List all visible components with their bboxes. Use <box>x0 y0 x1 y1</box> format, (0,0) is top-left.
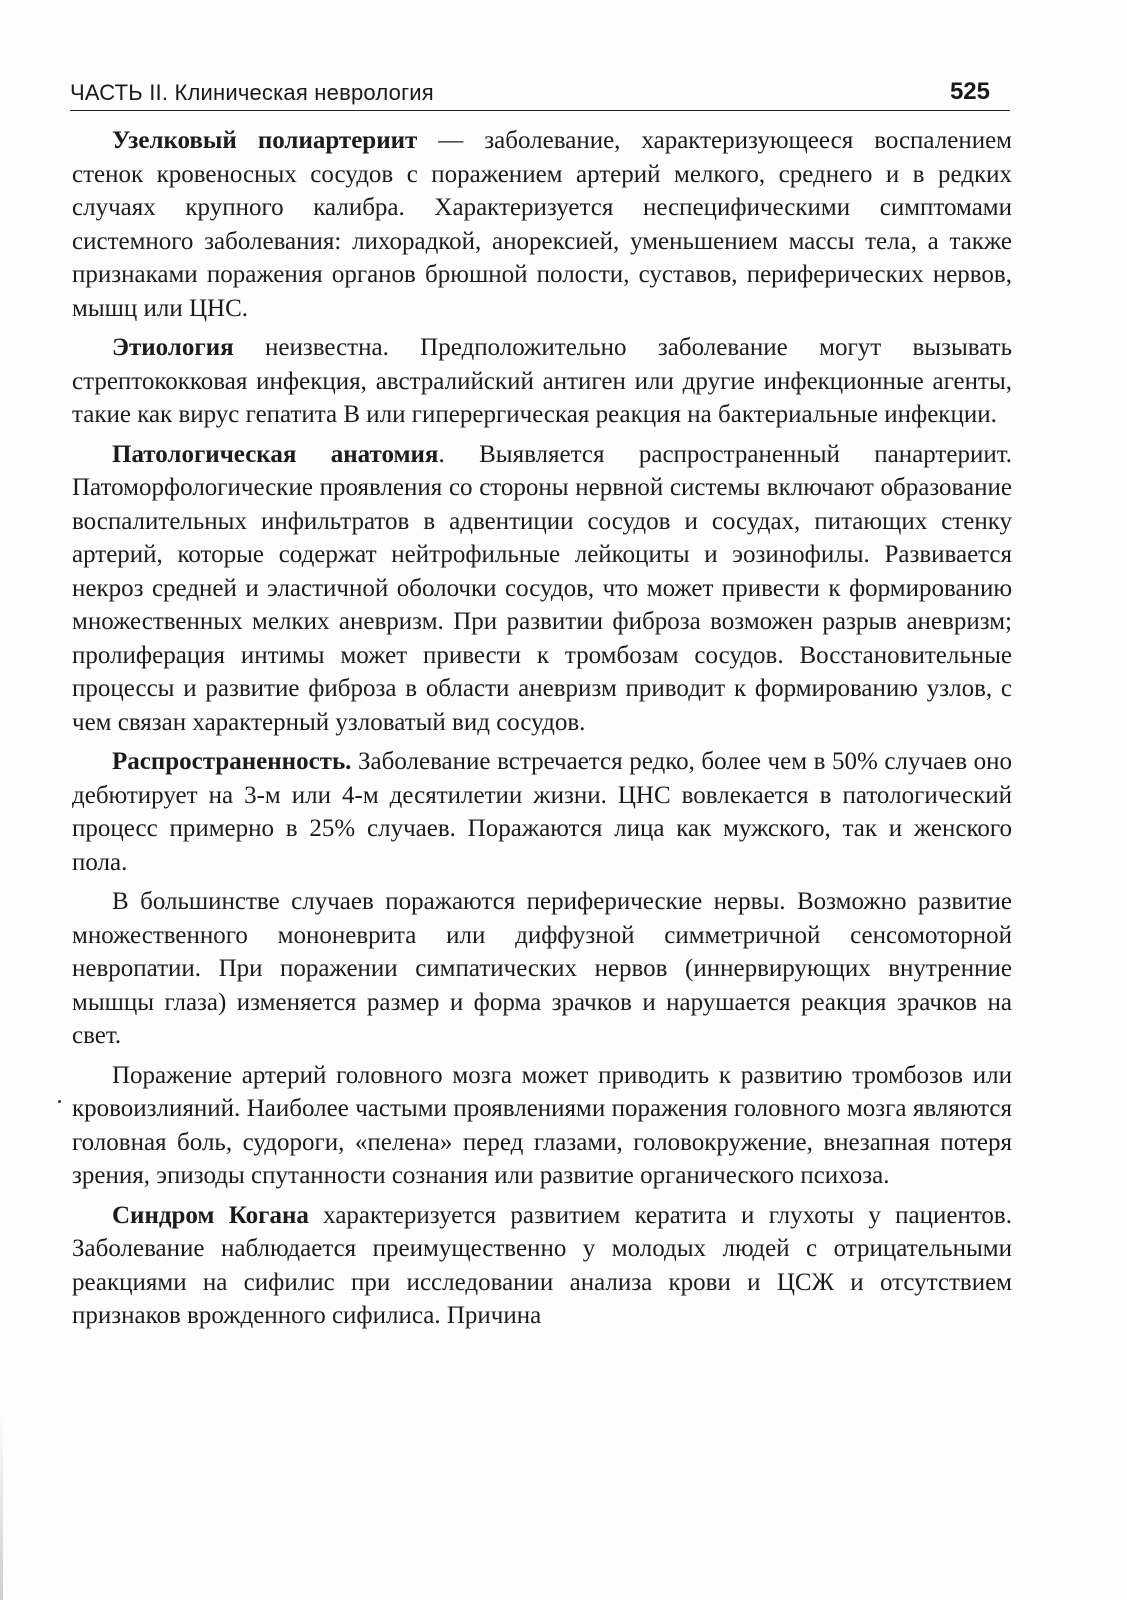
running-title: ЧАСТЬ II. Клиническая неврология <box>70 80 434 105</box>
paragraph-peripheral-nerves <box>72 885 1012 1053</box>
paragraph-text: В большинстве случаев поражаются периферические нервы. Возможно развитие множественного мононеврита или диффузной симметричной сенсомоторной невропатии. При поражении симпатических нервов (иннервирующих внутренние мышцы глаза) изменяется размер и форма зрачков и нарушается реакция зрачков на свет. <box>72 888 1012 1049</box>
margin-speck <box>58 1100 61 1103</box>
paragraph-pathology <box>72 438 1012 740</box>
paragraph-lead: Распространенность. <box>112 748 352 775</box>
paragraph-lead: Синдром Когана <box>112 1201 309 1229</box>
paragraph-text: характеризуется развитием кератита и глухоты у пациентов. Заболевание наблюдается преимущественно у молодых людей с отрицательными реакциями на сифилис при исследовании анализа крови и ЦСЖ и отсутствием признаков врожденного сифилиса. Причина <box>72 1201 1012 1329</box>
paragraph-lead: Патологическая анатомия <box>112 440 439 468</box>
paragraph-prevalence <box>72 745 1012 879</box>
paragraph-brain-arteries <box>72 1059 1012 1193</box>
page-number: 525 <box>949 78 990 105</box>
paragraph-text: . Выявляется распространенный панартериит. Патоморфологические проявления со стороны нервной системы включают образование воспалительных инфильтратов в адвентиции сосудов и сосудах, питающих стенку артерий, которые содержат нейтрофильные лейкоциты и эозинофилы. Развивается некроз средней и эластичной оболочки сосудов, что может привести к формированию множественных мелких аневризм. При развитии фиброза возможен разрыв аневризм; пролиферация интимы может привести к тромбозам сосудов. Восстановительные процессы и развитие фиброза в области аневризм приводит к формированию узлов, с чем связан характерный узловатый вид сосудов. <box>72 440 1012 736</box>
paragraph-text: Поражение артерий головного мозга может приводить к развитию тромбозов или кровоизлияний. Наиболее частыми проявлениями поражения головного мозга являются головная боль, судороги, «пелена» перед глазами, головокружение, внезапная потеря зрения, эпизоды спутанности сознания или развитие органического психоза. <box>72 1061 1012 1189</box>
paragraph-text: Заболевание встречается редко, более чем в 50% случаев оно дебютирует на 3-м или 4-м десятилетии жизни. ЦНС вовлекается в патологический процесс примерно в 25% случаев. Поражаются лица как мужского, так и женского пола. <box>72 748 1012 876</box>
paragraph-etiology <box>72 331 1012 432</box>
scan-edge-shadow <box>0 1400 3 1600</box>
paragraph-text: — заболевание, характеризующееся воспалением стенок кровеносных сосудов с поражением артерий мелкого, среднего и в редких случаях крупного калибра. Характеризуется неспецифическими симптомами системного заболевания: лихорадкой, анорексией, уменьшением массы тела, а также признаками поражения органов брюшной полости, суставов, периферических нервов, мышц или ЦНС. <box>72 127 1012 322</box>
paragraph-lead: Узелковый полиартериит <box>112 127 418 154</box>
paragraph-text: неизвестна. Предположительно заболевание могут вызывать стрептококковая инфекция, австралийский антиген или другие инфекционные агенты, такие как вирус гепатита В или гиперергическая реакция на бактериальные инфекции. <box>72 334 1012 428</box>
paragraph-polyarteritis <box>72 124 1012 325</box>
paragraph-cogan-syndrome <box>72 1199 1012 1333</box>
paragraph-lead: Этиология <box>112 334 234 361</box>
running-header <box>70 74 1010 111</box>
body-text <box>72 124 1012 1339</box>
